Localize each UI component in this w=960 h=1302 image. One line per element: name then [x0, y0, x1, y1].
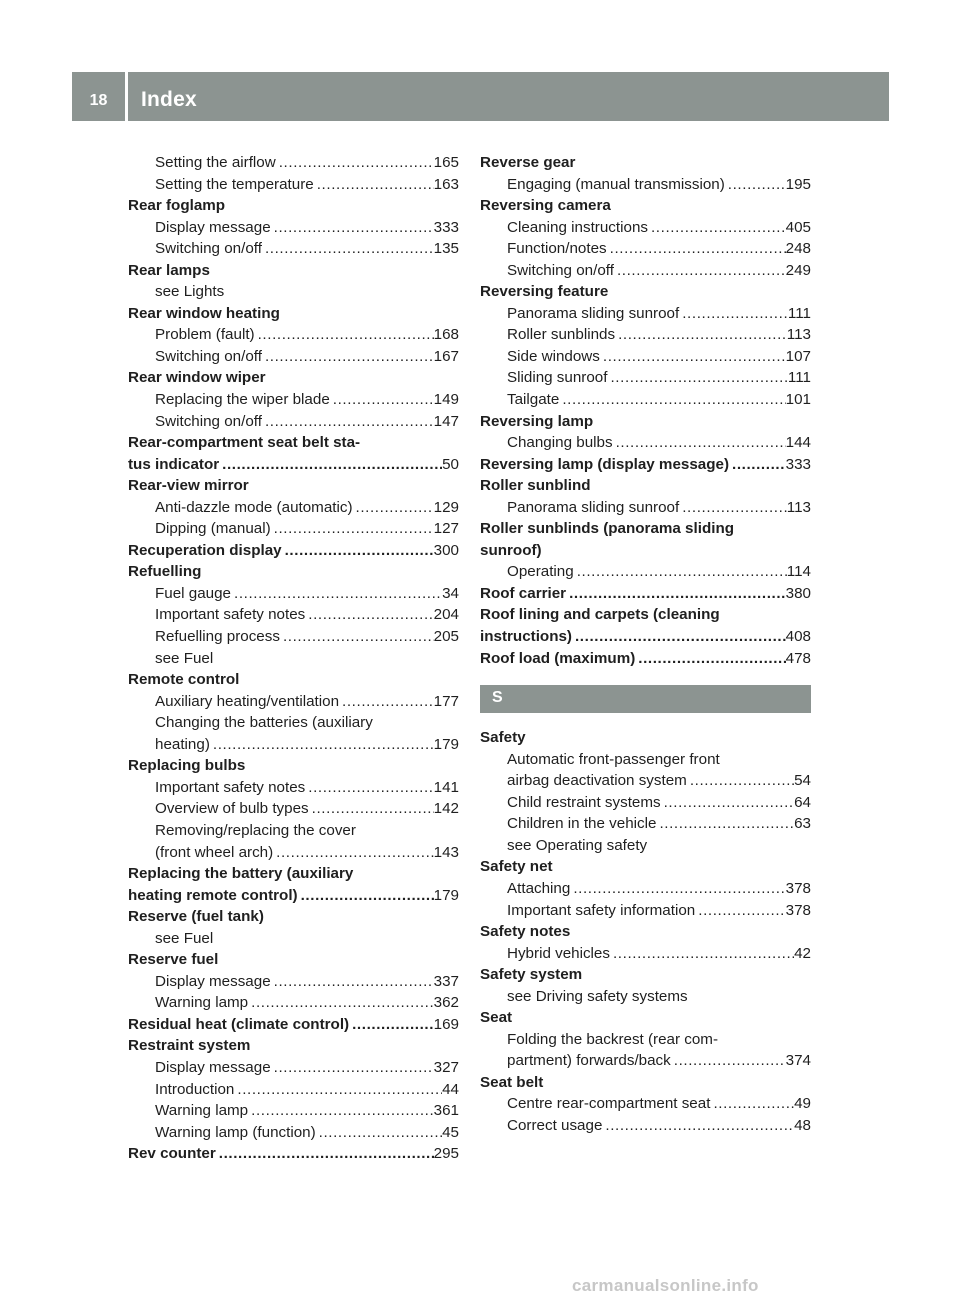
entry-text: Engaging (manual transmission): [507, 175, 725, 193]
leader-dots: [271, 971, 434, 993]
entry-text: Auxiliary heating/ventilation: [155, 692, 340, 710]
leader-dots: [276, 152, 434, 174]
page-reference: 142: [433, 800, 459, 818]
leader-dots: [656, 813, 794, 835]
index-subentry: [128, 1079, 459, 1101]
index-subentry: [128, 1100, 459, 1122]
entry-text: Residual heat (climate control): [128, 1015, 350, 1033]
leader-dots: [574, 561, 787, 583]
leader-dots: [725, 174, 786, 196]
leader-dots: [231, 583, 442, 605]
leader-dots: [349, 1014, 434, 1036]
leader-dots: [255, 324, 434, 346]
entry-text: Refuelling: [128, 563, 202, 581]
leader-dots: [262, 411, 434, 433]
leader-dots: [679, 497, 787, 519]
page-reference: 248: [785, 240, 811, 258]
index-subentry: [480, 303, 811, 325]
leader-dots: [570, 878, 785, 900]
entry-text: Safety notes: [480, 923, 571, 941]
page-reference: 114: [786, 563, 811, 581]
entry-text: Warning lamp: [155, 1102, 249, 1120]
page-reference: 165: [433, 154, 459, 171]
page-reference: 127: [433, 520, 459, 538]
index-entry: [128, 260, 459, 282]
page-reference: 34: [442, 584, 459, 602]
page-reference: 143: [433, 843, 459, 861]
entry-text: Reserve fuel: [128, 951, 219, 969]
entry-text: Setting the airflow: [155, 154, 276, 171]
index-subentry: [480, 389, 811, 411]
entry-text: instructions): [480, 628, 572, 646]
entry-text: Switching on/off: [155, 240, 262, 258]
index-subentry: [480, 174, 811, 196]
index-subentry: [128, 411, 459, 433]
entry-text: Roof lining and carpets (cleaning: [480, 606, 720, 624]
entry-text: Rear foglamp: [128, 197, 226, 215]
page-reference: 300: [433, 541, 459, 559]
index-subentry: [128, 217, 459, 239]
index-entry: [128, 755, 459, 777]
leader-dots: [353, 497, 434, 519]
page-reference: 478: [785, 649, 811, 667]
index-subentry: [128, 777, 459, 799]
leader-dots: [330, 389, 434, 411]
index-entry: [480, 475, 811, 497]
page-reference: 50: [442, 455, 459, 473]
entry-text: heating): [155, 735, 210, 753]
index-entry: [480, 856, 811, 878]
leader-dots: [600, 346, 786, 368]
entry-text: Display message: [155, 218, 271, 236]
entry-text: Important safety information: [507, 901, 696, 919]
leader-dots: [648, 217, 786, 239]
entry-text: tus indicator: [128, 455, 220, 473]
page-reference: 361: [433, 1102, 459, 1120]
index-subentry: [480, 986, 811, 1008]
index-group-s: [480, 727, 811, 1136]
leader-dots: [234, 1079, 442, 1101]
index-entry: [480, 604, 811, 626]
index-entry: [480, 281, 811, 303]
entry-text: Changing the batteries (auxiliary: [155, 714, 373, 732]
page-reference: 295: [433, 1145, 459, 1163]
page-reference: 111: [787, 304, 811, 322]
index-entry: [480, 921, 811, 943]
entry-text: Reserve (fuel tank): [128, 908, 264, 926]
entry-text: Important safety notes: [155, 606, 306, 624]
index-entry: [480, 195, 811, 217]
index-entry: [128, 475, 459, 497]
index-entry: [480, 454, 811, 476]
entry-text: Display message: [155, 1058, 271, 1076]
entry-text: Replacing bulbs: [128, 757, 246, 775]
page-reference: 54: [794, 772, 811, 790]
index-subentry: [480, 749, 811, 771]
index-subentry: [480, 238, 811, 260]
page-reference: 405: [785, 218, 811, 236]
entry-text: Reverse gear: [480, 154, 576, 171]
entry-text: Fuel gauge: [155, 584, 231, 602]
index-subentry: [128, 928, 459, 950]
page-reference: 144: [785, 434, 811, 452]
entry-text: Roof load (maximum): [480, 649, 636, 667]
index-entry: [128, 561, 459, 583]
leader-dots: [271, 1057, 434, 1079]
entry-text: sunroof): [480, 541, 542, 559]
index-subentry: [128, 238, 459, 260]
entry-text: Introduction: [155, 1080, 235, 1098]
index-subentry: [480, 260, 811, 282]
index-entry: [480, 626, 811, 648]
page-reference: 141: [433, 778, 459, 796]
watermark: carmanualsonline.info: [572, 1276, 759, 1295]
leader-dots: [298, 885, 434, 907]
leader-dots: [635, 648, 785, 670]
index-entry: [128, 1035, 459, 1057]
index-entry: [128, 885, 459, 907]
entry-text: see Fuel: [155, 649, 214, 667]
index-subentry: [128, 518, 459, 540]
index-entry: [128, 432, 459, 454]
entry-text: Function/notes: [507, 240, 607, 258]
entry-text: Rear window wiper: [128, 369, 266, 387]
index-subentry: [128, 626, 459, 648]
index-subentry: [128, 1057, 459, 1079]
index-subentry: [128, 1122, 459, 1144]
leader-dots: [314, 174, 434, 196]
leader-dots: [679, 303, 788, 325]
leader-dots: [280, 626, 434, 648]
index-subentry: [128, 497, 459, 519]
index-subentry: [480, 432, 811, 454]
entry-text: Important safety notes: [155, 778, 306, 796]
leader-dots: [671, 1050, 786, 1072]
entry-text: airbag deactivation system: [507, 772, 687, 790]
entry-text: Attaching: [507, 879, 571, 897]
page-reference: 333: [785, 455, 811, 473]
entry-text: Cleaning instructions: [507, 218, 648, 236]
page-reference: 111: [787, 369, 811, 387]
index-subentry: [480, 346, 811, 368]
index-subentry: [480, 561, 811, 583]
index-subentry: [480, 217, 811, 239]
page-reference: 179: [433, 886, 459, 904]
index-group-r: [480, 152, 811, 669]
entry-text: Switching on/off: [155, 347, 262, 365]
index-subentry: [480, 943, 811, 965]
leader-dots: [661, 792, 794, 814]
index-entry: [128, 1014, 459, 1036]
page-reference: 64: [794, 793, 811, 811]
page-reference: 408: [785, 628, 811, 646]
leader-dots: [216, 1143, 434, 1165]
index-entry: [480, 411, 811, 433]
page-reference: 129: [433, 498, 459, 516]
leader-dots: [305, 777, 433, 799]
entry-text: Warning lamp (function): [155, 1123, 316, 1141]
leader-dots: [566, 583, 786, 605]
page-reference: 327: [433, 1058, 459, 1076]
entry-text: Switching on/off: [155, 412, 262, 430]
index-subentry: [128, 971, 459, 993]
index-entry: [128, 949, 459, 971]
entry-text: Rear-compartment seat belt sta-: [128, 434, 361, 452]
index-subentry: [480, 878, 811, 900]
page-reference: 63: [794, 815, 811, 833]
leader-dots: [729, 454, 786, 476]
index-subentry: [480, 1093, 811, 1115]
entry-text: Replacing the wiper blade: [155, 391, 330, 409]
section-letter-bar: [480, 685, 811, 713]
entry-text: Refuelling process: [155, 628, 280, 646]
index-entry: [128, 367, 459, 389]
leader-dots: [309, 798, 434, 820]
index-subentry: [480, 1050, 811, 1072]
entry-text: Removing/replacing the cover: [155, 821, 356, 839]
entry-text: see Operating safety: [507, 836, 648, 854]
entry-text: Safety net: [480, 858, 553, 876]
entry-text: Display message: [155, 972, 271, 990]
index-entry: [480, 727, 811, 749]
page-reference: 169: [433, 1015, 459, 1033]
entry-text: see Fuel: [155, 929, 214, 947]
page-reference: 249: [785, 261, 811, 279]
index-subentry: [128, 842, 459, 864]
entry-text: Operating: [507, 563, 574, 581]
entry-text: Roof carrier: [480, 584, 567, 602]
entry-text: Restraint system: [128, 1037, 251, 1055]
index-subentry: [128, 712, 459, 734]
index-subentry: [128, 820, 459, 842]
page-reference: 380: [785, 584, 811, 602]
entry-text: Seat belt: [480, 1073, 544, 1091]
page-reference: 135: [433, 240, 459, 258]
entry-text: Side windows: [507, 347, 600, 365]
leader-dots: [273, 842, 433, 864]
index-subentry: [128, 281, 459, 303]
index-entry: [128, 863, 459, 885]
page-reference: 177: [433, 692, 459, 710]
index-subentry: [128, 152, 459, 174]
index-subentry: [128, 992, 459, 1014]
index-entry: [128, 906, 459, 928]
index-entry: [128, 669, 459, 691]
index-subentry: [128, 648, 459, 670]
entry-text: Sliding sunroof: [507, 369, 608, 387]
page-reference: 167: [433, 347, 459, 365]
leader-dots: [607, 367, 787, 389]
entry-text: Dipping (manual): [155, 520, 271, 538]
entry-text: Reversing camera: [480, 197, 611, 215]
entry-text: Changing bulbs: [507, 434, 613, 452]
entry-text: Folding the backrest (rear com-: [507, 1030, 719, 1048]
leader-dots: [219, 454, 442, 476]
section-letter: S: [492, 689, 503, 707]
entry-text: Overview of bulb types: [155, 800, 309, 818]
index-subentry: [480, 324, 811, 346]
index-subentry: [128, 174, 459, 196]
entry-text: Reversing lamp (display message): [480, 455, 730, 473]
entry-text: Replacing the battery (auxiliary: [128, 865, 354, 883]
index-subentry: [128, 604, 459, 626]
index-subentry: [480, 367, 811, 389]
leader-dots: [248, 992, 434, 1014]
page-reference: 107: [785, 347, 811, 365]
index-subentry: [128, 583, 459, 605]
entry-text: heating remote control): [128, 886, 298, 904]
page-reference: 113: [786, 326, 811, 344]
entry-text: Safety system: [480, 966, 583, 984]
index-column-left: [128, 152, 459, 1165]
page-reference: 378: [785, 879, 811, 897]
index-subentry: [128, 734, 459, 756]
index-entry: [128, 1143, 459, 1165]
leader-dots: [607, 238, 786, 260]
index-subentry: [480, 1029, 811, 1051]
page-reference: 374: [785, 1052, 811, 1070]
leader-dots: [305, 604, 433, 626]
index-subentry: [480, 497, 811, 519]
page-reference: 337: [433, 972, 459, 990]
page-reference: 362: [433, 994, 459, 1012]
index-entry: [128, 303, 459, 325]
entry-text: Rear lamps: [128, 261, 210, 279]
page-reference: 45: [442, 1123, 459, 1141]
entry-text: Rev counter: [128, 1145, 216, 1163]
leader-dots: [695, 900, 785, 922]
leader-dots: [282, 540, 434, 562]
index-subentry: [480, 1115, 811, 1137]
page-reference: 163: [433, 175, 459, 193]
index-subentry: [128, 346, 459, 368]
page-reference: 205: [433, 628, 459, 646]
index-entry: [480, 540, 811, 562]
index-subentry: [128, 389, 459, 411]
leader-dots: [610, 943, 794, 965]
index-subentry: [480, 813, 811, 835]
page-reference: 113: [786, 498, 811, 516]
entry-text: Rear-view mirror: [128, 477, 249, 495]
entry-text: Automatic front-passenger front: [507, 750, 720, 768]
leader-dots: [271, 518, 434, 540]
entry-text: Roller sunblinds: [507, 326, 616, 344]
index-entry: [128, 454, 459, 476]
index-subentry: [128, 324, 459, 346]
page-reference: 48: [794, 1116, 811, 1134]
page-reference: 149: [433, 391, 459, 409]
entry-text: partment) forwards/back: [507, 1052, 671, 1070]
index-subentry: [128, 691, 459, 713]
leader-dots: [559, 389, 785, 411]
page-number: 18: [89, 92, 108, 109]
entry-text: Switching on/off: [507, 261, 614, 279]
leader-dots: [687, 770, 794, 792]
entry-text: Correct usage: [507, 1116, 603, 1134]
entry-text: Tailgate: [507, 391, 560, 409]
index-subentry: [480, 770, 811, 792]
index-entry: [480, 1007, 811, 1029]
leader-dots: [614, 260, 786, 282]
entry-text: Child restraint systems: [507, 793, 661, 811]
entry-text: Setting the temperature: [155, 175, 314, 193]
header-divider: [125, 72, 128, 121]
index-subentry: [480, 835, 811, 857]
index-column-right: [480, 152, 811, 1137]
entry-text: Anti-dazzle mode (automatic): [155, 498, 353, 516]
entry-text: Recuperation display: [128, 541, 282, 559]
page-reference: 147: [433, 412, 459, 430]
leader-dots: [210, 734, 434, 756]
entry-text: Hybrid vehicles: [507, 944, 610, 962]
page-reference: 44: [442, 1080, 459, 1098]
entry-text: Roller sunblinds (panorama sliding: [480, 520, 734, 538]
index-entry: [480, 1072, 811, 1094]
entry-text: Problem (fault): [155, 326, 255, 344]
page-reference: 378: [785, 901, 811, 919]
index-subentry: [480, 792, 811, 814]
index-entry: [480, 583, 811, 605]
entry-text: Remote control: [128, 671, 240, 689]
entry-text: see Driving safety systems: [507, 987, 688, 1005]
leader-dots: [339, 691, 434, 713]
index-entry: [480, 964, 811, 986]
entry-text: Reversing feature: [480, 283, 609, 301]
index-subentry: [480, 900, 811, 922]
entry-text: Roller sunblind: [480, 477, 591, 495]
index-entry: [128, 195, 459, 217]
index-subentry: [128, 798, 459, 820]
leader-dots: [613, 432, 786, 454]
page-title: Index: [141, 88, 197, 111]
page-reference: 101: [785, 391, 811, 409]
entry-text: Reversing lamp: [480, 412, 594, 430]
page-reference: 49: [794, 1095, 811, 1113]
entry-text: Centre rear-compartment seat: [507, 1095, 711, 1113]
leader-dots: [271, 217, 434, 239]
page-reference: 204: [433, 606, 459, 624]
index-entry: [480, 518, 811, 540]
page-reference: 42: [794, 944, 811, 962]
leader-dots: [262, 346, 434, 368]
page-reference: 333: [433, 218, 459, 236]
leader-dots: [615, 324, 787, 346]
entry-text: Rear window heating: [128, 304, 280, 322]
entry-text: Panorama sliding sunroof: [507, 498, 680, 516]
page-header: [72, 72, 889, 121]
entry-text: Warning lamp: [155, 994, 249, 1012]
entry-text: see Lights: [155, 283, 225, 301]
leader-dots: [710, 1093, 794, 1115]
leader-dots: [262, 238, 434, 260]
index-entry: [128, 540, 459, 562]
page-reference: 179: [433, 735, 459, 753]
leader-dots: [248, 1100, 434, 1122]
entry-text: Seat: [480, 1009, 513, 1027]
entry-text: Safety: [480, 729, 526, 747]
leader-dots: [602, 1115, 794, 1137]
index-entry: [480, 648, 811, 670]
index-entry: [480, 152, 811, 174]
entry-text: Children in the vehicle: [507, 815, 657, 833]
page-reference: 168: [433, 326, 459, 344]
page-reference: 195: [785, 175, 811, 193]
entry-text: (front wheel arch): [155, 843, 274, 861]
leader-dots: [572, 626, 786, 648]
leader-dots: [316, 1122, 442, 1144]
entry-text: Panorama sliding sunroof: [507, 304, 680, 322]
